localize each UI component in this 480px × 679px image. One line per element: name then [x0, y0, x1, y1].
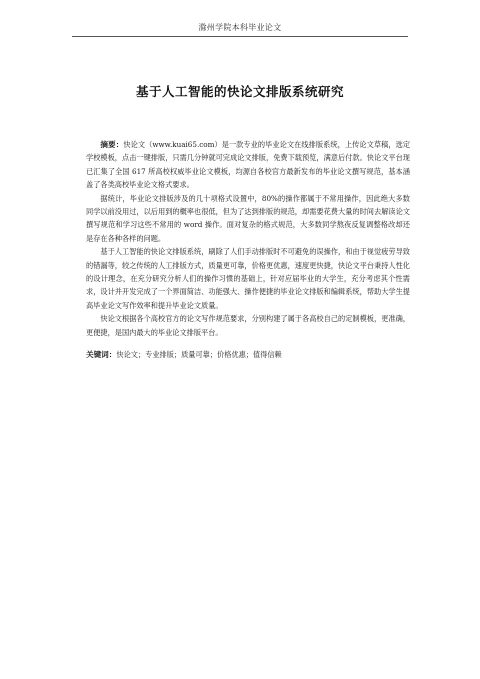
keywords-text: 快论文；专业排版；质量可靠；价格优惠；值得信赖 [116, 350, 282, 359]
abstract-paragraph-1-text: 快论文（www.kuai65.com）是一款专业的毕业论文在线排版系统，上传论文草稿，选定学校模板，点击一键排版，只需几分钟就可完成论文排版，免费下载预览，满意后付款。快论文平台现已汇集了全国 617 所高校权威毕业论文模板，均源自各校官方最新发布的毕业论文撰写规范，基本涵盖了各类高校毕业论文格式要求。 [86, 140, 411, 190]
running-header: 滁州学院本科毕业论文 [198, 23, 282, 32]
abstract-paragraph-4: 快论文根据各个高校官方的论文写作规范要求，分别构建了属于各高校自己的定制模板，更准确，更便捷，是国内最大的毕业论文排版平台。 [86, 314, 410, 337]
abstract-body [86, 138, 410, 339]
keywords-line [86, 348, 410, 361]
abstract-paragraph-3: 基于人工智能的快论文排版系统，刷除了人们手动排版时不可避免的误操作，和由于视觉疲劳导致的错漏等，较之传统的人工排版方式，质量更可靠，价格更优惠，速度更快捷，快论文平台秉持人性化的设计理念，在充分研究分析人们的操作习惯的基础上，针对应届毕业的大学生，充分考虑其个性需求，设计并开发完成了一个界面简洁、功能强大、操作便捷的毕业论文排版和编辑系统，帮助大学生提高毕业论文写作效率和提升毕业论文质量。 [86, 247, 410, 310]
abstract-paragraph-2: 据统计，毕业论文排版涉及的几十项格式设置中，80%的操作都属于不常用操作，因此绝大多数同学以前没用过，以后用到的概率也很低，但为了达到排版的规范，却需要花费大量的时间去解读论文撰写规范和学习这些不常用的 word 操作。面对复杂的格式规范，大多数同学熬夜反复调整格改却还是存在各种各样的问题。 [86, 193, 410, 243]
header-rule [72, 36, 408, 37]
paper-title: 基于人工智能的快论文排版系统研究 [135, 84, 344, 99]
keywords-label: 关键词： [86, 350, 117, 359]
abstract-label: 摘要： [100, 140, 124, 149]
abstract-paragraph-1 [86, 138, 410, 192]
